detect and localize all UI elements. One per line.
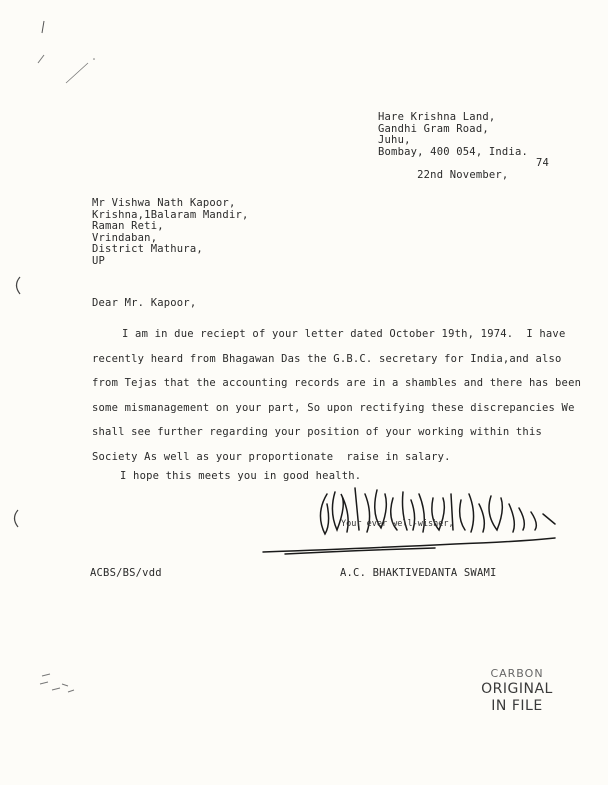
stamp-line: IN FILE [491,698,543,714]
recipient-line: Vrindaban, [92,231,158,244]
sender-address-line: Bombay, 400 054, India. [378,145,528,158]
recipient-line: District Mathura, [92,243,203,255]
body-line: shall see further regarding your position of your working within this [92,426,542,438]
reference-initials: ACBS/BS/vdd [90,567,162,579]
recipient-line: Raman Reti, [92,220,164,232]
sender-address [378,112,548,204]
scan-mark-left-1 [10,275,26,297]
body-line: Society As well as your proportionate raise in salary. [92,450,451,463]
letter-date-day: 22nd November, [417,168,509,181]
body-line: recently heard from Bhagawan Das the G.B.C. secretary for India,and also [92,352,562,365]
body-line: I am in due reciept of your letter dated October 19th, 1974. I have [122,328,566,340]
handwritten-signature [255,464,575,564]
salutation: Dear Mr. Kapoor, [92,297,197,309]
scan-mark-left-2 [8,508,24,530]
carbon-original-stamp [474,667,560,715]
sender-address-line: Hare Krishna Land, [378,111,496,123]
scan-mark-bottom-left [38,670,82,700]
recipient-line: Krishna,1Balaram Mandir, [92,208,249,221]
body-line: from Tejas that the accounting records are in a shambles and there has been [92,377,582,389]
body-line: some mismanagement on your part, So upon rectifying these discrepancies We [92,401,575,414]
signer-name: A.C. BHAKTIVEDANTA SWAMI [340,567,497,579]
stamp-line: ORIGINAL [481,681,553,697]
letter-date-year: 74 [536,157,550,169]
scan-mark-top-left [30,15,110,95]
closing-line: I hope this meets you in good health. [120,470,362,482]
letter-body [92,322,582,469]
recipient-line: Mr Vishwa Nath Kapoor, [92,197,236,209]
sender-address-line: Gandhi Gram Road, [378,122,489,135]
stamp-line: CARBON [490,667,544,680]
recipient-address [92,198,249,267]
signature-typed-text: Your ever well-wisher, [341,519,454,529]
sender-address-line: Juhu, [378,134,411,146]
recipient-line: UP [92,254,106,267]
letter-date [378,158,548,204]
